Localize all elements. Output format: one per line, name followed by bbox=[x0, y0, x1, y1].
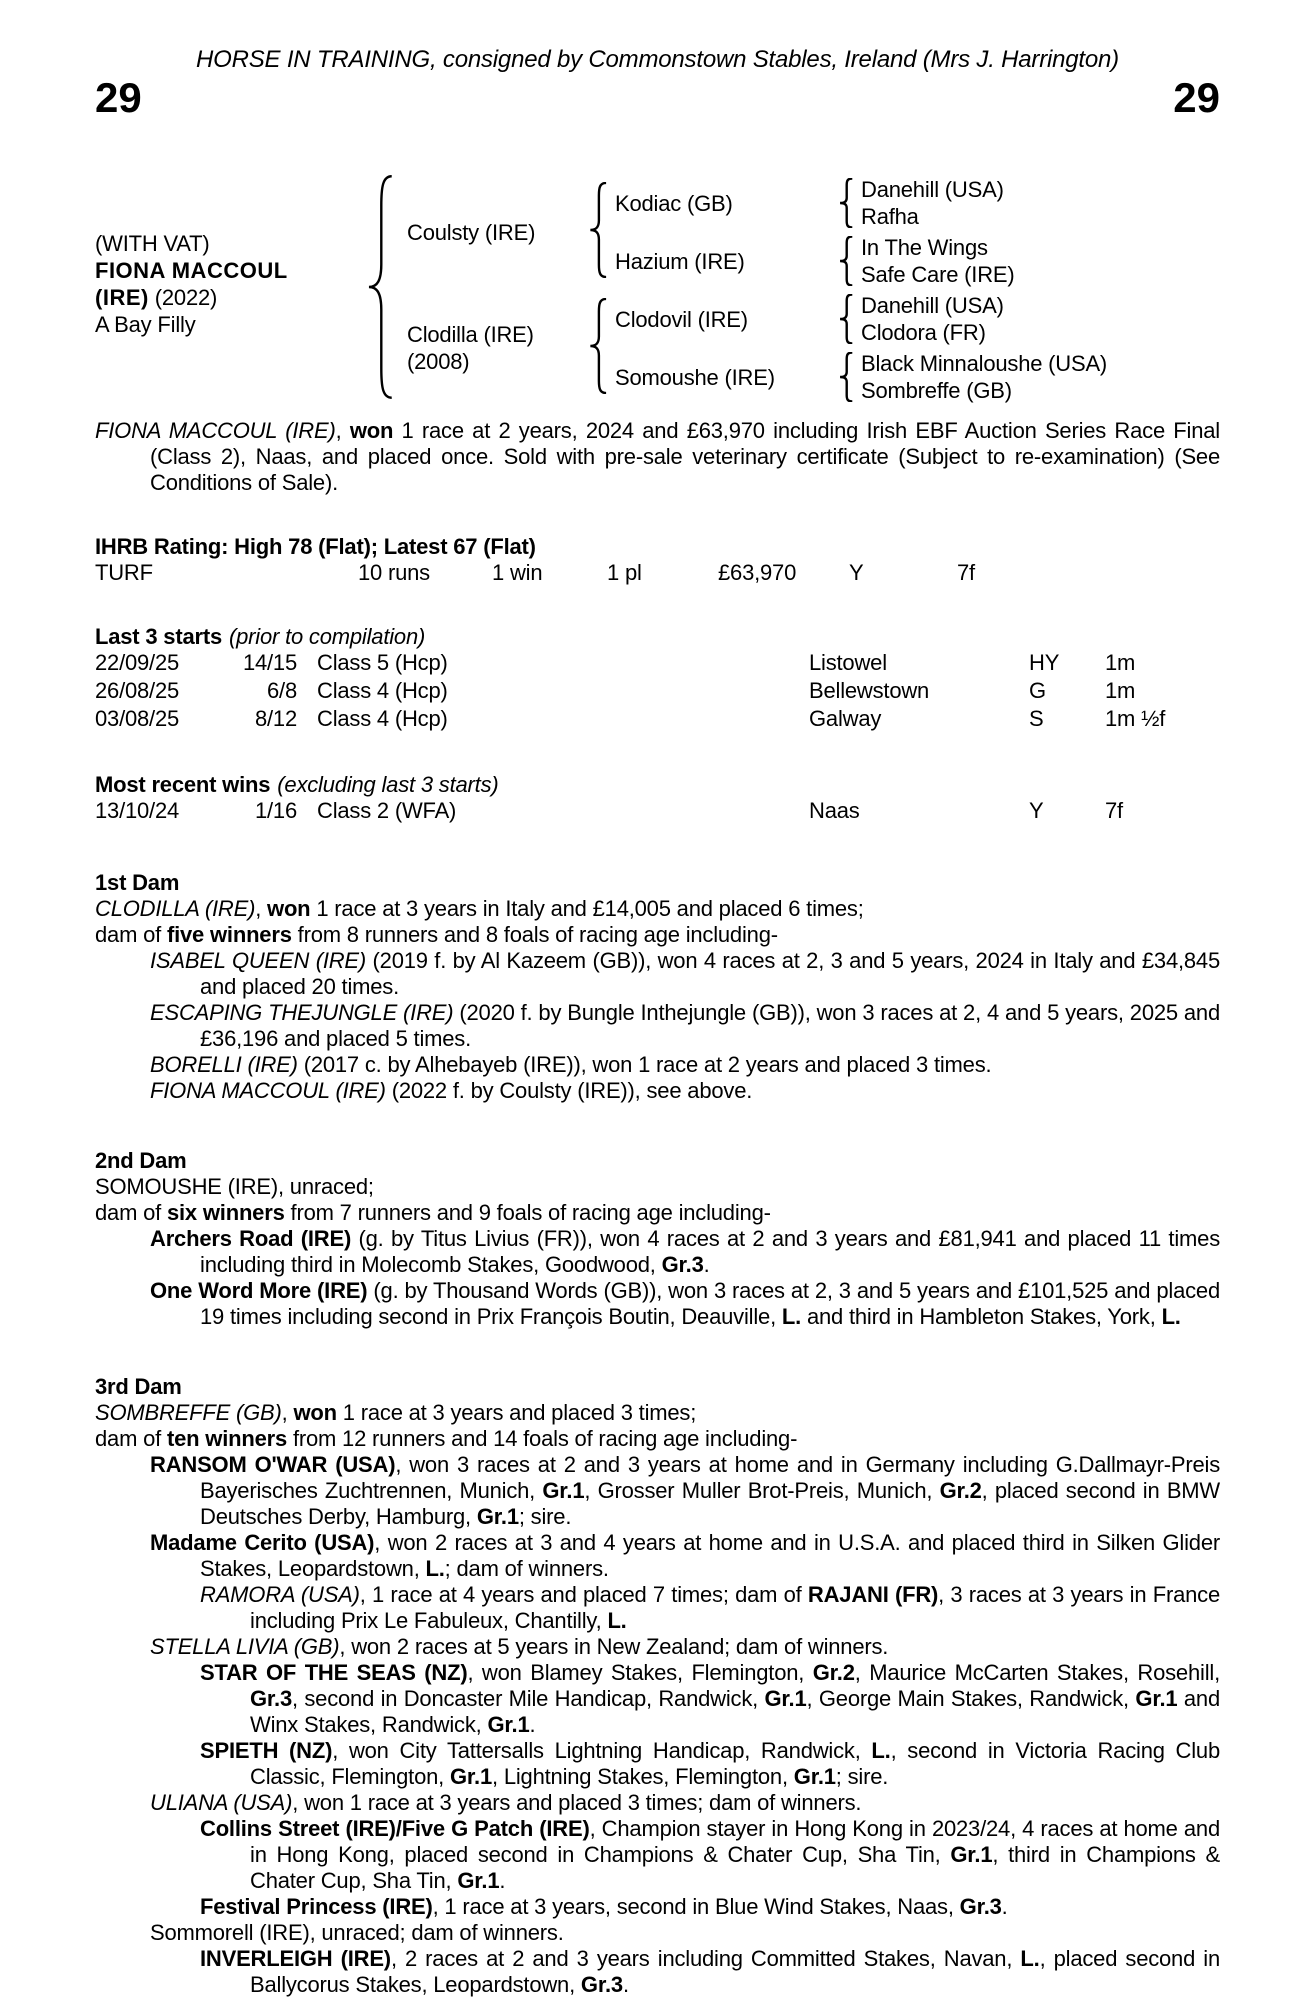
race-date: 13/10/24 bbox=[95, 798, 180, 823]
race-distance: 1m ½f bbox=[1105, 706, 1166, 731]
race-date: 03/08/25 bbox=[95, 706, 180, 731]
dam-summary-line: CLODILLA (IRE), won 1 race at 3 years in Italy and £14,005 and placed 6 times; bbox=[95, 896, 864, 921]
dam-year: (2008) bbox=[407, 349, 470, 374]
race-position: 6/8 bbox=[267, 678, 297, 703]
horse-name: FIONA MACCOUL bbox=[95, 258, 288, 283]
offspring-entry: Festival Princess (IRE), 1 race at 3 years, second in Blue Wind Stakes, Naas, Gr.3. bbox=[200, 1894, 1008, 1919]
dam-produce-line: dam of five winners from 8 runners and 8 foals of racing age including- bbox=[95, 922, 778, 947]
race-course: Bellewstown bbox=[809, 678, 930, 703]
wins-count: 1 win bbox=[492, 560, 543, 585]
pedigree-brace-icon bbox=[839, 294, 853, 344]
great-grandparent: Sombreffe (GB) bbox=[861, 378, 1012, 403]
dam-summary-line: SOMBREFFE (GB), won 1 race at 3 years and placed 3 times; bbox=[95, 1400, 697, 1425]
offspring-entry: FIONA MACCOUL (IRE) (2022 f. by Coulsty (IRE)), see above. bbox=[150, 1078, 753, 1103]
offspring-entry: SPIETH (NZ), won City Tattersalls Lightning Handicap, Randwick, L., second in Victoria Racing Club Classic, Flemington, Gr.1, Lightning Stakes, Flemington, Gr.1; sire. bbox=[200, 1738, 1220, 1789]
race-course: Galway bbox=[809, 706, 882, 731]
offspring-entry: RANSOM O'WAR (USA), won 3 races at 2 and 3 years at home and in Germany including G.Dallmayr-Preis Bayerisches Zuchtrennen, Munich, Gr.1, Grosser Muller Brot-Preis, Munich, Gr.2, placed second in BMW Deutsches Derby, Hamburg, Gr.1; sire. bbox=[150, 1452, 1220, 1529]
race-going: Y bbox=[1029, 798, 1044, 823]
lot-number-right: 29 bbox=[1173, 74, 1220, 121]
vat-note: (WITH VAT) bbox=[95, 231, 210, 256]
race-class: Class 4 (Hcp) bbox=[317, 706, 448, 731]
offspring-entry: INVERLEIGH (IRE), 2 races at 2 and 3 years including Committed Stakes, Navan, L., placed second in Ballycorus Stakes, Leopardstown, Gr.3. bbox=[200, 1946, 1220, 1997]
pedigree-brace-icon bbox=[839, 352, 853, 402]
great-grandparent: Black Minnaloushe (USA) bbox=[861, 351, 1108, 376]
third-dam-heading: 3rd Dam bbox=[95, 1374, 182, 1399]
pedigree-brace-icon bbox=[839, 178, 853, 228]
grandsire-maternal: Clodovil (IRE) bbox=[615, 307, 748, 332]
great-grandparent: Rafha bbox=[861, 204, 919, 229]
race-record-paragraph: FIONA MACCOUL (IRE), won 1 race at 2 years, 2024 and £63,970 including Irish EBF Auction Series Race Final (Class 2), Naas, and placed once. Sold with pre-sale veterinary certificate (Subject to re-examination) (See Conditions of Sale). bbox=[95, 418, 1220, 495]
race-course: Naas bbox=[809, 798, 860, 823]
offspring-entry: Madame Cerito (USA), won 2 races at 3 and 4 years at home and in U.S.A. and placed third in Silken Glider Stakes, Leopardstown, L.; dam of winners. bbox=[150, 1530, 1220, 1581]
horse-year: (2022) bbox=[154, 285, 218, 310]
race-class: Class 5 (Hcp) bbox=[317, 650, 448, 675]
race-position: 14/15 bbox=[242, 650, 297, 675]
race-distance: 1m bbox=[1105, 650, 1136, 675]
first-dam-section bbox=[95, 870, 1220, 1104]
second-dam-heading: 2nd Dam bbox=[95, 1148, 187, 1173]
most-recent-wins-title: Most recent wins bbox=[95, 772, 271, 797]
offspring-entry: Sommorell (IRE), unraced; dam of winners. bbox=[150, 1920, 564, 1945]
race-row bbox=[95, 798, 1220, 826]
surface-label: TURF bbox=[95, 560, 153, 585]
offspring-entry: ULIANA (USA), won 1 race at 3 years and placed 3 times; dam of winners. bbox=[150, 1790, 862, 1815]
race-going: G bbox=[1029, 678, 1046, 703]
most-recent-wins-section bbox=[95, 772, 1220, 826]
last-3-starts-title: Last 3 starts bbox=[95, 624, 223, 649]
pedigree-brace-icon bbox=[589, 182, 607, 278]
rating-heading: IHRB Rating: High 78 (Flat); Latest 67 (Flat) bbox=[95, 534, 536, 559]
race-distance: 7f bbox=[1105, 798, 1123, 823]
race-distance: 1m bbox=[1105, 678, 1136, 703]
race-row bbox=[95, 706, 1220, 734]
offspring-entry: ISABEL QUEEN (IRE) (2019 f. by Al Kazeem (GB)), won 4 races at 2, 3 and 5 years, 2024 in Italy and £34,845 and placed 20 times. bbox=[150, 948, 1220, 999]
places-count: 1 pl bbox=[607, 560, 642, 585]
race-row bbox=[95, 678, 1220, 706]
race-position: 1/16 bbox=[254, 798, 297, 823]
last-3-starts-section bbox=[95, 624, 1220, 734]
pedigree-brace-icon bbox=[589, 298, 607, 394]
dam-summary-line: SOMOUSHE (IRE), unraced; bbox=[95, 1174, 374, 1199]
race-row bbox=[95, 650, 1220, 678]
surface-stats-row bbox=[95, 560, 1220, 586]
race-class: Class 2 (WFA) bbox=[317, 798, 457, 823]
rating-section bbox=[95, 534, 1220, 586]
offspring-entry: BORELLI (IRE) (2017 c. by Alhebayeb (IRE)), won 1 race at 2 years and placed 3 times. bbox=[150, 1052, 992, 1077]
race-class: Class 4 (Hcp) bbox=[317, 678, 448, 703]
offspring-entry: ESCAPING THEJUNGLE (IRE) (2020 f. by Bungle Inthejungle (GB)), won 3 races at 2, 4 and 5 years, 2025 and £36,196 and placed 5 times. bbox=[150, 1000, 1221, 1051]
lot-number-row bbox=[95, 76, 1220, 120]
dam-produce-line: dam of ten winners from 12 runners and 14 foals of racing age including- bbox=[95, 1426, 798, 1451]
sire-name: Coulsty (IRE) bbox=[407, 220, 536, 245]
great-grandparent: Danehill (USA) bbox=[861, 177, 1004, 202]
race-course: Listowel bbox=[809, 650, 887, 675]
pedigree-tree bbox=[95, 166, 1220, 406]
pedigree-brace-icon bbox=[367, 174, 393, 400]
horse-color-sex: A Bay Filly bbox=[95, 312, 196, 337]
horse-suffix: (IRE) bbox=[95, 285, 149, 310]
distance-value: 7f bbox=[957, 560, 975, 585]
first-dam-heading: 1st Dam bbox=[95, 870, 180, 895]
lot-number-left: 29 bbox=[95, 74, 142, 121]
offspring-entry: STELLA LIVIA (GB), won 2 races at 5 years in New Zealand; dam of winners. bbox=[150, 1634, 889, 1659]
dam-name: Clodilla (IRE) bbox=[407, 322, 534, 347]
most-recent-wins-heading bbox=[95, 772, 1220, 798]
dam-produce-line: dam of six winners from 7 runners and 9 foals of racing age including- bbox=[95, 1200, 771, 1225]
great-grandparent: Danehill (USA) bbox=[861, 293, 1004, 318]
offspring-entry: One Word More (IRE) (g. by Thousand Words (GB)), won 3 races at 2, 3 and 5 years and £101,525 and placed 19 times including second in Prix François Boutin, Deauville, L. and third in Hambleton Stakes, York, L. bbox=[150, 1278, 1220, 1329]
great-grandparent: In The Wings bbox=[861, 235, 988, 260]
page-header bbox=[95, 46, 1220, 120]
last-3-starts-subtitle: (prior to compilation) bbox=[229, 624, 426, 649]
offspring-entry: Collins Street (IRE)/Five G Patch (IRE), Champion stayer in Hong Kong in 2023/24, 4 races at home and in Hong Kong, placed second in Champions & Chater Cup, Sha Tin, Gr.1, third in Champions & Chater Cup, Sha Tin, Gr.1. bbox=[200, 1816, 1220, 1893]
race-going: S bbox=[1029, 706, 1044, 731]
race-position: 8/12 bbox=[254, 706, 297, 731]
pedigree-brace-icon bbox=[839, 236, 853, 286]
third-dam-section bbox=[95, 1374, 1220, 1998]
granddam-maternal: Somoushe (IRE) bbox=[615, 365, 775, 390]
granddam-paternal: Hazium (IRE) bbox=[615, 249, 745, 274]
last-3-starts-heading bbox=[95, 624, 1220, 650]
offspring-entry: RAMORA (USA), 1 race at 4 years and placed 7 times; dam of RAJANI (FR), 3 races at 3 years in France including Prix Le Fabuleux, Chantilly, L. bbox=[200, 1582, 1221, 1633]
race-date: 26/08/25 bbox=[95, 678, 180, 703]
second-dam-section bbox=[95, 1148, 1220, 1330]
most-recent-wins-subtitle: (excluding last 3 starts) bbox=[277, 772, 499, 797]
great-grandparent: Safe Care (IRE) bbox=[861, 262, 1015, 287]
earnings-value: £63,970 bbox=[718, 560, 797, 585]
offspring-entry: Archers Road (IRE) (g. by Titus Livius (FR)), won 4 races at 2 and 3 years and £81,941 and placed 11 times including third in Molecomb Stakes, Goodwood, Gr.3. bbox=[150, 1226, 1220, 1277]
runs-count: 10 runs bbox=[358, 560, 430, 585]
great-grandparent: Clodora (FR) bbox=[861, 320, 986, 345]
code-flag: Y bbox=[849, 560, 864, 585]
horse-suffix-year bbox=[95, 284, 217, 311]
grandsire-paternal: Kodiac (GB) bbox=[615, 191, 733, 216]
consignor-line: HORSE IN TRAINING, consigned by Commonstown Stables, Ireland (Mrs J. Harrington) bbox=[196, 46, 1119, 73]
race-going: HY bbox=[1029, 650, 1060, 675]
race-date: 22/09/25 bbox=[95, 650, 180, 675]
offspring-entry: STAR OF THE SEAS (NZ), won Blamey Stakes, Flemington, Gr.2, Maurice McCarten Stakes, Rosehill, Gr.3, second in Doncaster Mile Handicap, Randwick, Gr.1, George Main Stakes, Randwick, Gr.1 and Winx Stakes, Randwick, Gr.1. bbox=[200, 1660, 1220, 1737]
